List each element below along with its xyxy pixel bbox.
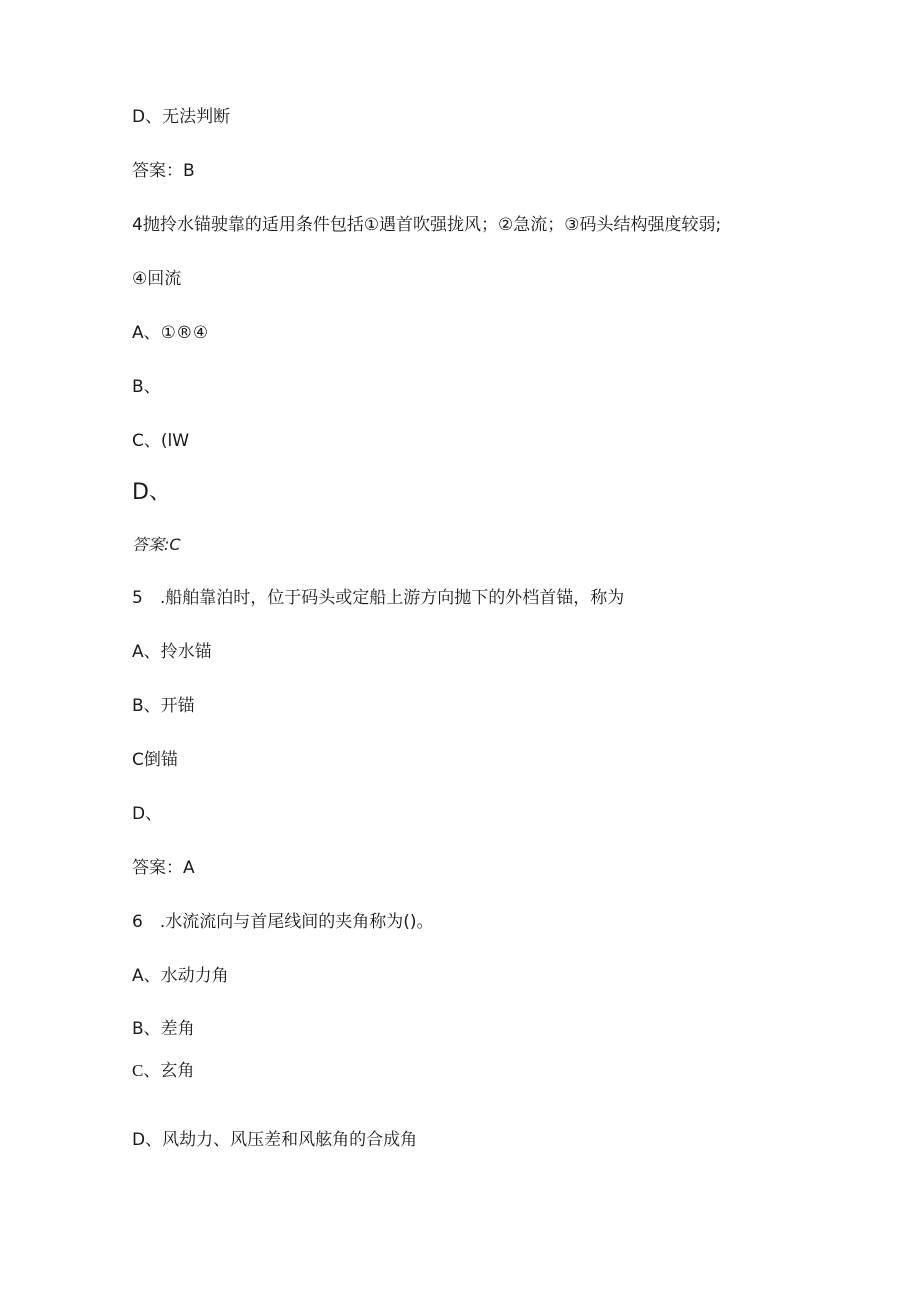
option-a-q4: A、①®④ <box>132 323 209 343</box>
option-d-q4: D、 <box>132 480 171 505</box>
question-6: 6 .水流流向与首尾线间的夹角称为()。 <box>132 912 434 932</box>
question-4: 4抛拎水锚驶靠的适用条件包括①遇首吹强拢风；②急流；③码头结构强度较弱; <box>132 215 722 235</box>
option-c-q6: C、玄角 <box>132 1061 195 1080</box>
option-c-q4: C、(lW <box>132 431 190 451</box>
answer-q4: 答案:C <box>132 535 181 554</box>
option-a-q6: A、水动力角 <box>132 966 229 986</box>
question-5: 5 .船舶靠泊时，位于码头或定船上游方向抛下的外档首锚，称为 <box>132 588 625 608</box>
option-d-q5: D、 <box>132 804 163 824</box>
answer-q5: 答案：A <box>132 858 195 878</box>
option-a-q5: A、拎水锚 <box>132 642 212 662</box>
question-4-continued: ④回流 <box>132 269 182 289</box>
option-b-q4: B、 <box>132 377 161 397</box>
option-b-q5: B、开锚 <box>132 696 195 716</box>
option-b-q6: B、差角 <box>132 1019 195 1039</box>
option-d-q6: D、风劫力、风压差和风舷角的合成角 <box>132 1130 418 1150</box>
option-c-q5: C倒锚 <box>132 750 178 770</box>
answer-q3: 答案：B <box>132 161 195 181</box>
option-d-q3: D、无法判断 <box>132 107 231 127</box>
